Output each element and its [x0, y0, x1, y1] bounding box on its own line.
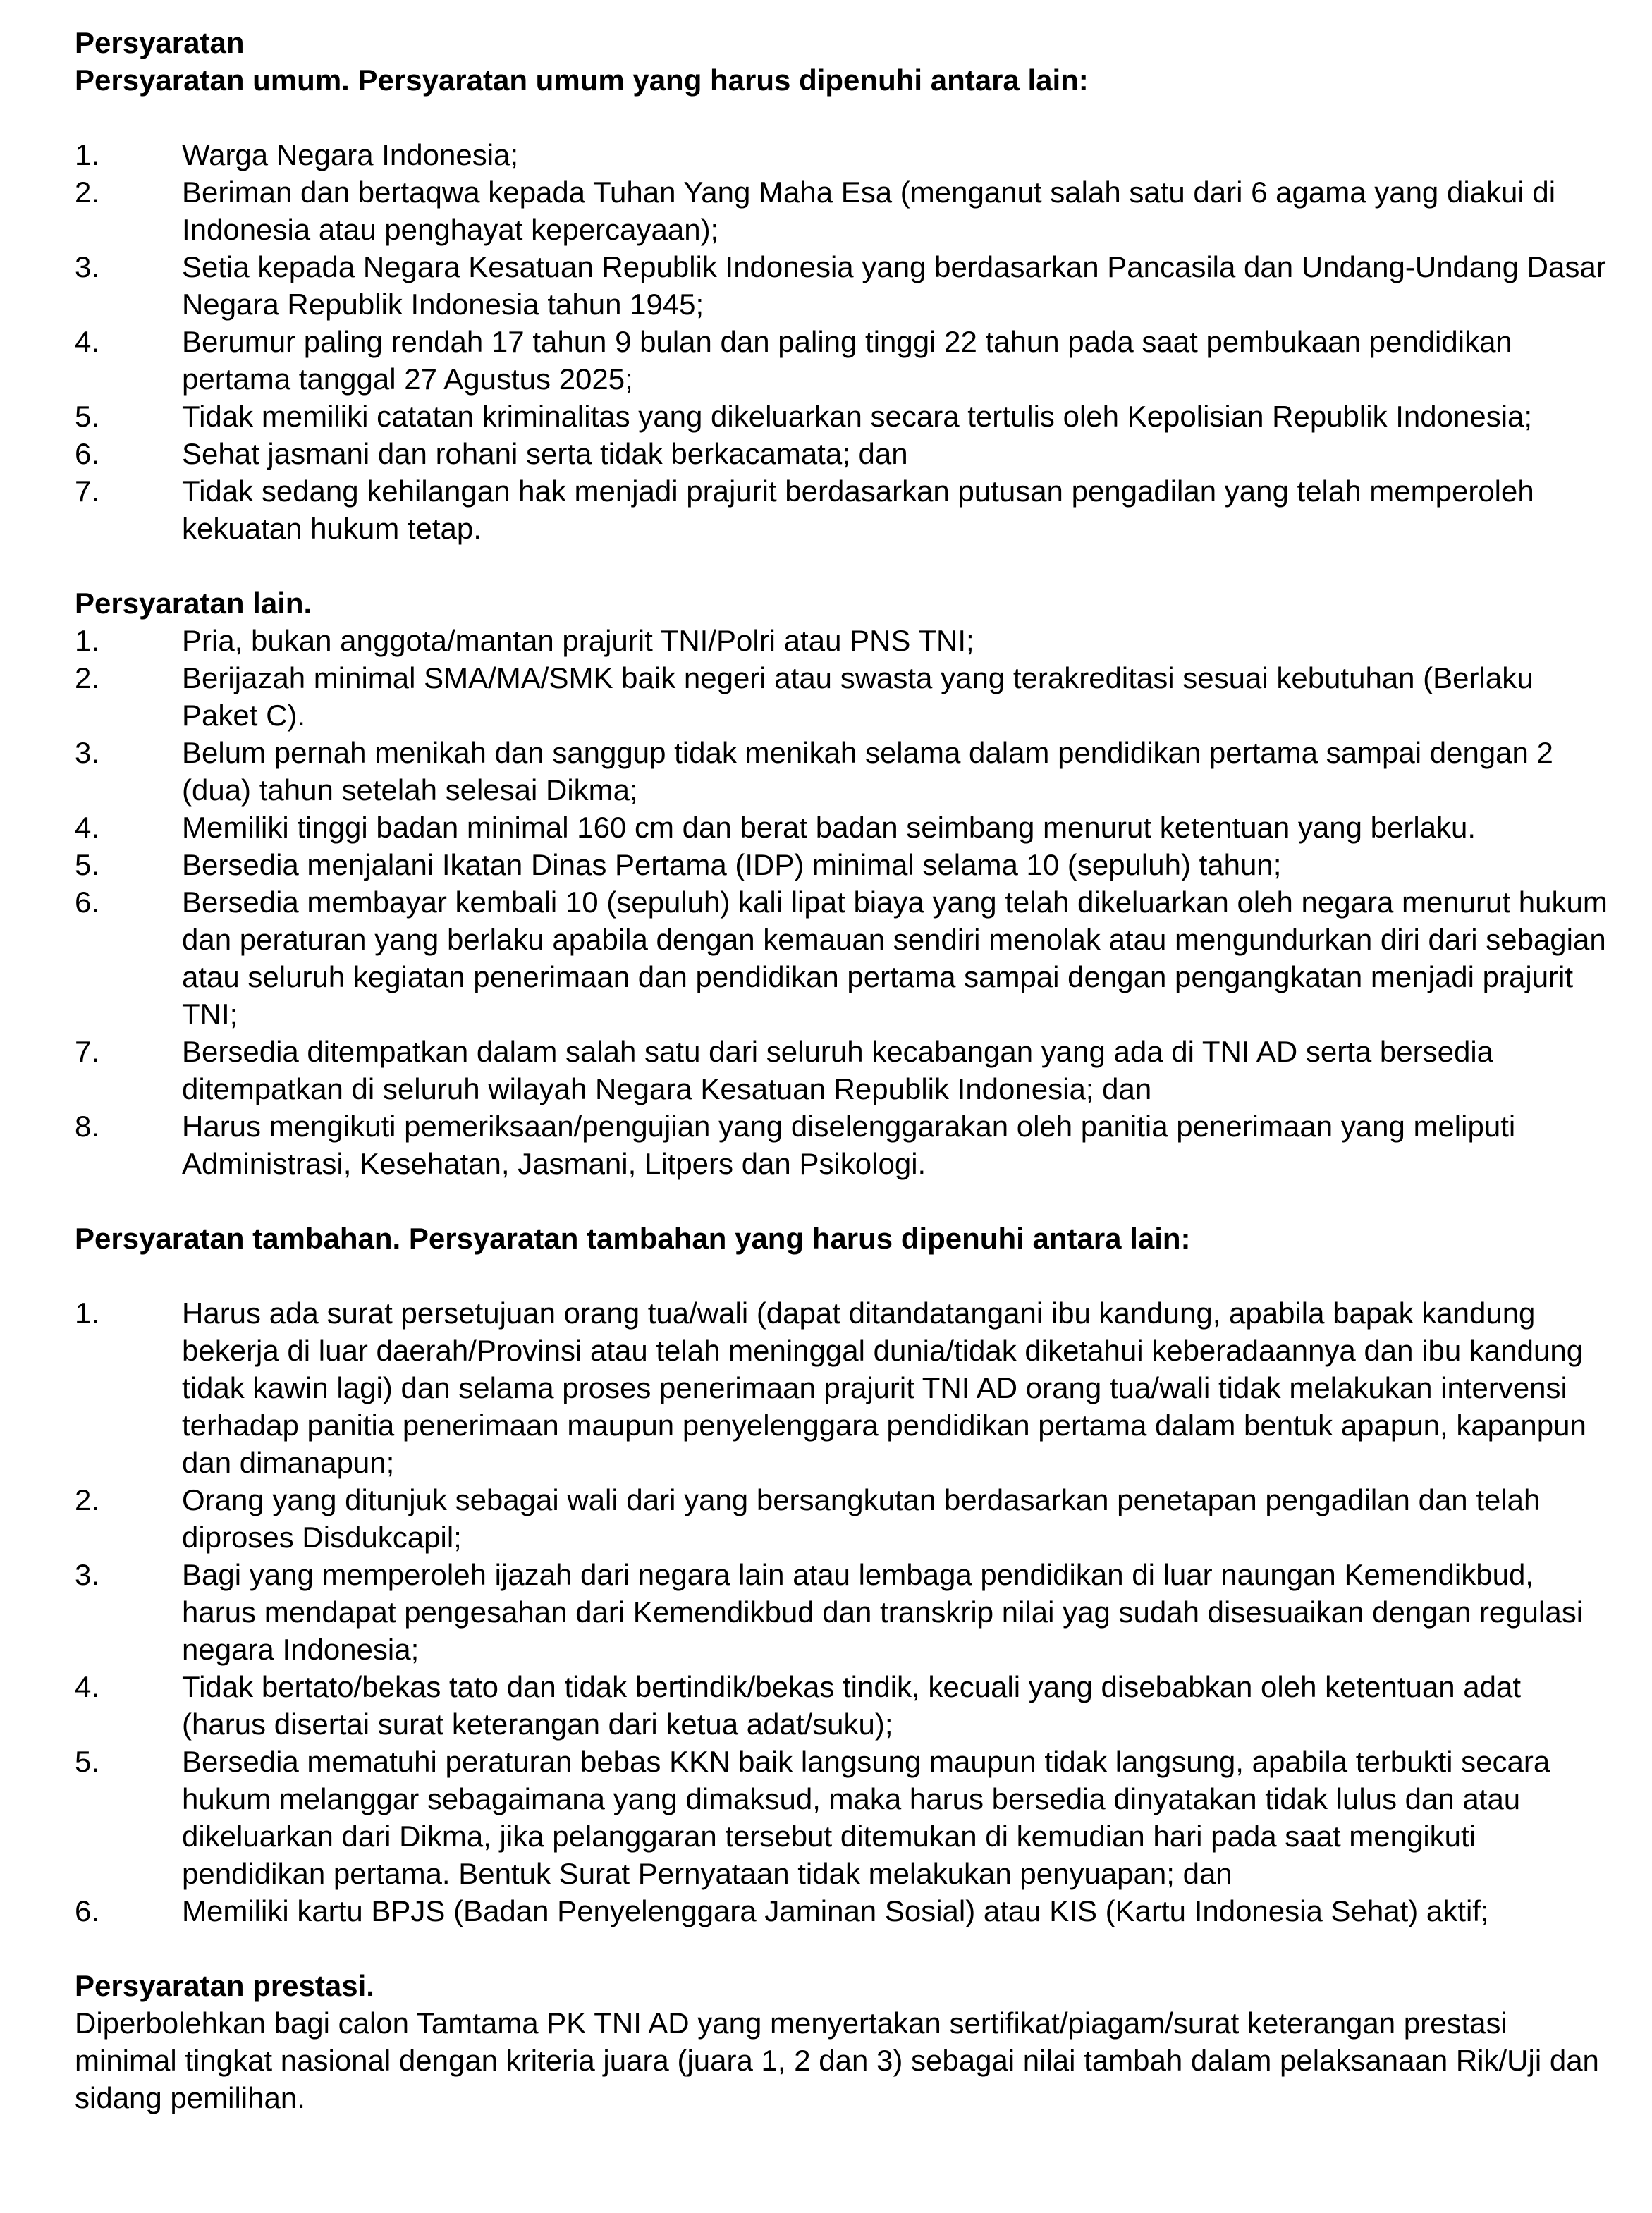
- list-item-text: Berumur paling rendah 17 tahun 9 bulan dan paling tinggi 22 tahun pada saat pembukaan pendidikan pertama tanggal 27 Agustus 2025;: [182, 325, 1512, 396]
- list-item: [75, 1108, 1611, 1182]
- prestasi-paragraph: Diperbolehkan bagi calon Tamtama PK TNI AD yang menyertakan sertifikat/piagam/surat keterangan prestasi minimal tingkat nasional dengan kriteria juara (juara 1, 2 dan 3) sebagai nilai tambah dalam pelaksanaan Rik/Uji dan sidang pemilihan.: [75, 2006, 1599, 2114]
- list-item: [75, 883, 1611, 1033]
- list-item-number: 7.: [75, 474, 100, 508]
- list-item: [75, 248, 1611, 323]
- list-item: [75, 472, 1611, 547]
- section-prestasi-heading: Persyaratan prestasi.: [75, 1969, 374, 2002]
- list-item: [75, 734, 1611, 809]
- list-item: [75, 1743, 1611, 1892]
- list-item: [75, 846, 1611, 883]
- list-item-number: 5.: [75, 848, 100, 881]
- list-item-text: Berijazah minimal SMA/MA/SMK baik negeri atau swasta yang terakreditasi sesuai kebutuhan (Berlaku Paket C).: [182, 661, 1534, 732]
- list-item-number: 1.: [75, 138, 100, 171]
- list-item-number: 2.: [75, 176, 100, 209]
- list-item: [75, 1033, 1611, 1108]
- list-item-text: Pria, bukan anggota/mantan prajurit TNI/Polri atau PNS TNI;: [182, 624, 974, 657]
- list-item-number: 3.: [75, 250, 100, 283]
- list-item-number: 1.: [75, 624, 100, 657]
- section-tambahan-heading: Persyaratan tambahan. Persyaratan tambahan yang harus dipenuhi antara lain:: [75, 1222, 1191, 1255]
- list-item-number: 5.: [75, 1745, 100, 1778]
- list-item-number: 4.: [75, 325, 100, 358]
- list-item: [75, 398, 1611, 435]
- list-persyaratan-lain: [75, 622, 1611, 1182]
- list-item-text: Bersedia mematuhi peraturan bebas KKN baik langsung maupun tidak langsung, apabila terbukti secara hukum melanggar sebagaimana yang dimaksud, maka harus bersedia dinyatakan tidak lulus dan atau dikeluarkan dari Dikma, jika pelanggaran tersebut ditemukan di kemudian hari pada saat mengikuti pendidikan pertama. Bentuk Surat Pernyataan tidak melakukan penyuapan; dan: [182, 1745, 1550, 1890]
- list-item-number: 3.: [75, 736, 100, 769]
- list-item-number: 6.: [75, 437, 100, 470]
- list-item-text: Beriman dan bertaqwa kepada Tuhan Yang Maha Esa (menganut salah satu dari 6 agama yang diakui di Indonesia atau penghayat kepercayaan);: [182, 176, 1556, 246]
- list-item-text: Warga Negara Indonesia;: [182, 138, 519, 171]
- list-item: [75, 435, 1611, 472]
- list-item-number: 5.: [75, 400, 100, 433]
- list-item-text: Bagi yang memperoleh ijazah dari negara lain atau lembaga pendidikan di luar naungan Kemendikbud, harus mendapat pengesahan dari Kemendikbud dan transkrip nilai yag sudah disesuaikan dengan regulasi negara Indonesia;: [182, 1558, 1584, 1666]
- list-item: [75, 173, 1611, 248]
- list-item-text: Memiliki kartu BPJS (Badan Penyelenggara Jaminan Sosial) atau KIS (Kartu Indonesia Sehat) aktif;: [182, 1894, 1489, 1927]
- list-item-text: Sehat jasmani dan rohani serta tidak berkacamata; dan: [182, 437, 908, 470]
- list-item-text: Harus mengikuti pemeriksaan/pengujian yang diselenggarakan oleh panitia penerimaan yang meliputi Administrasi, Kesehatan, Jasmani, Litpers dan Psikologi.: [182, 1110, 1516, 1180]
- section-umum-heading: Persyaratan umum. Persyaratan umum yang harus dipenuhi antara lain:: [75, 63, 1089, 97]
- list-item: [75, 1668, 1611, 1743]
- list-item-number: 7.: [75, 1035, 100, 1068]
- list-item-number: 1.: [75, 1296, 100, 1330]
- list-item: [75, 809, 1611, 846]
- list-item-text: Bersedia menjalani Ikatan Dinas Pertama (IDP) minimal selama 10 (sepuluh) tahun;: [182, 848, 1282, 881]
- doc-title: Persyaratan: [75, 26, 245, 59]
- list-item: [75, 136, 1611, 173]
- list-item-number: 6.: [75, 885, 100, 919]
- list-persyaratan-umum: [75, 136, 1611, 547]
- list-persyaratan-tambahan: [75, 1294, 1611, 1930]
- list-item-number: 2.: [75, 1483, 100, 1516]
- list-item-text: Orang yang ditunjuk sebagai wali dari yang bersangkutan berdasarkan penetapan pengadilan dan telah diproses Disdukcapil;: [182, 1483, 1541, 1554]
- list-item: [75, 1294, 1611, 1481]
- list-item-text: Bersedia ditempatkan dalam salah satu dari seluruh kecabangan yang ada di TNI AD serta bersedia ditempatkan di seluruh wilayah Negara Kesatuan Republik Indonesia; dan: [182, 1035, 1494, 1105]
- list-item-number: 6.: [75, 1894, 100, 1927]
- list-item-text: Belum pernah menikah dan sanggup tidak menikah selama dalam pendidikan pertama sampai dengan 2 (dua) tahun setelah selesai Dikma;: [182, 736, 1553, 807]
- list-item-number: 4.: [75, 811, 100, 844]
- list-item-number: 4.: [75, 1670, 100, 1703]
- list-item-text: Memiliki tinggi badan minimal 160 cm dan berat badan seimbang menurut ketentuan yang berlaku.: [182, 811, 1476, 844]
- list-item-number: 8.: [75, 1110, 100, 1143]
- list-item: [75, 659, 1611, 734]
- list-item: [75, 622, 1611, 659]
- list-item-text: Bersedia membayar kembali 10 (sepuluh) kali lipat biaya yang telah dikeluarkan oleh negara menurut hukum dan peraturan yang berlaku apabila dengan kemauan sendiri menolak atau mengundurkan diri dari sebagian atau seluruh kegiatan penerimaan dan pendidikan pertama sampai dengan pengangkatan menjadi prajurit TNI;: [182, 885, 1608, 1031]
- list-item: [75, 1892, 1611, 1930]
- list-item-number: 3.: [75, 1558, 100, 1591]
- section-lain-heading: Persyaratan lain.: [75, 587, 312, 620]
- list-item: [75, 1481, 1611, 1556]
- list-item-number: 2.: [75, 661, 100, 694]
- list-item-text: Tidak memiliki catatan kriminalitas yang dikeluarkan secara tertulis oleh Kepolisian Republik Indonesia;: [182, 400, 1533, 433]
- list-item-text: Tidak bertato/bekas tato dan tidak bertindik/bekas tindik, kecuali yang disebabkan oleh ketentuan adat (harus disertai surat keterangan dari ketua adat/suku);: [182, 1670, 1522, 1741]
- list-item: [75, 323, 1611, 398]
- list-item-text: Harus ada surat persetujuan orang tua/wali (dapat ditandatangani ibu kandung, apabila bapak kandung bekerja di luar daerah/Provinsi atau telah meninggal dunia/tidak diketahui keberadaannya dan ibu kandung tidak kawin lagi) dan selama proses penerimaan prajurit TNI AD orang tua/wali tidak melakukan intervensi terhadap panitia penerimaan maupun penyelenggara pendidikan pertama dalam bentuk apapun, kapanpun dan dimanapun;: [182, 1296, 1586, 1479]
- list-item: [75, 1556, 1611, 1668]
- list-item-text: Setia kepada Negara Kesatuan Republik Indonesia yang berdasarkan Pancasila dan Undang-Undang Dasar Negara Republik Indonesia tahun 1945;: [182, 250, 1606, 321]
- list-item-text: Tidak sedang kehilangan hak menjadi prajurit berdasarkan putusan pengadilan yang telah memperoleh kekuatan hukum tetap.: [182, 474, 1534, 545]
